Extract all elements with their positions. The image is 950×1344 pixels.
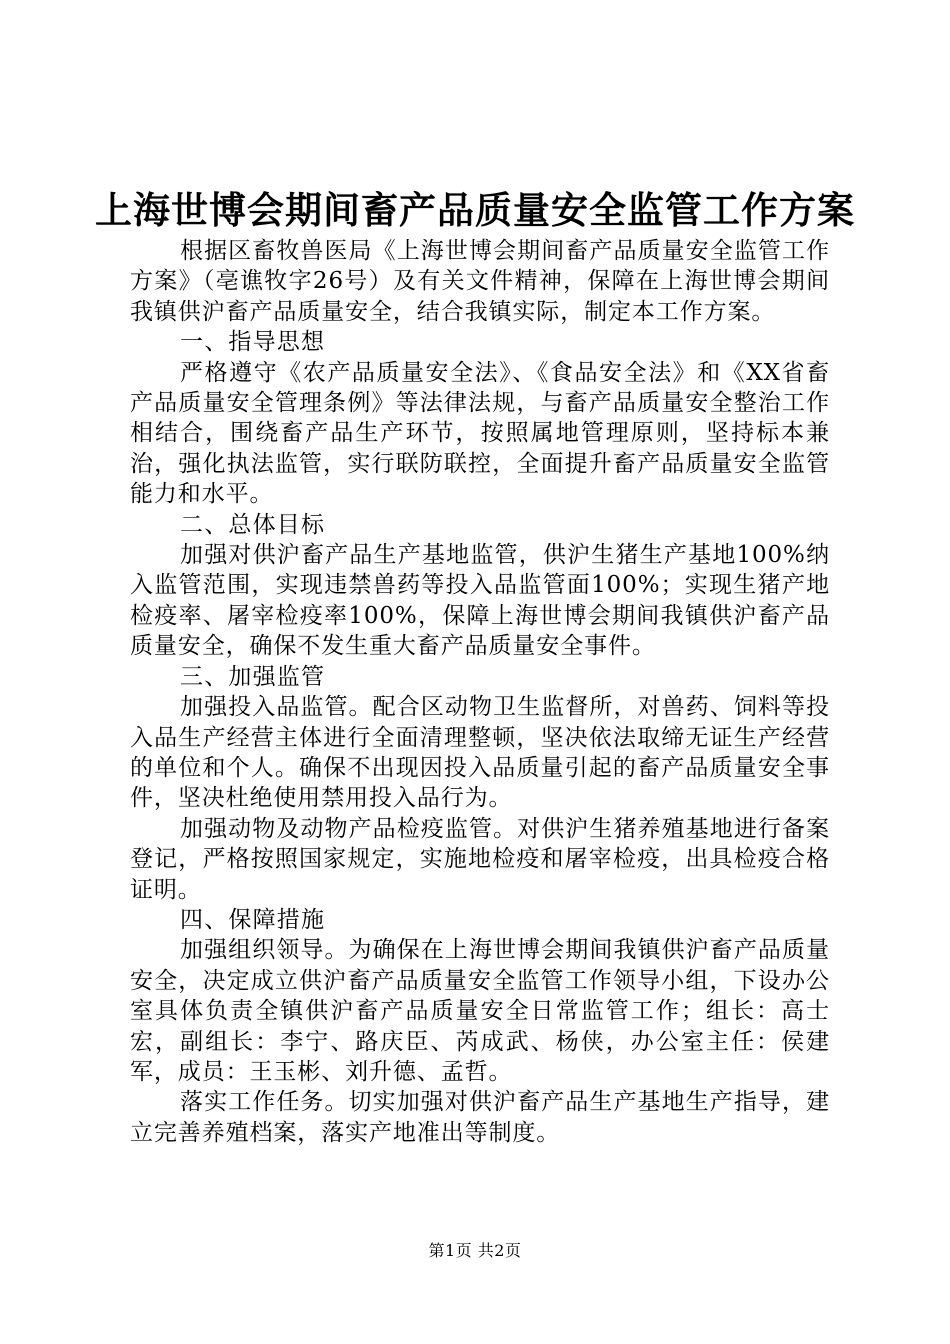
input-supervision-paragraph: 加强投入品监管。配合区动物卫生监督所，对兽药、饲料等投入品生产经营主体进行全面清理整顿，坚决依法取缔无证生产经营的单位和个人。确保不出现因投入品质量引起的畜产品质量安全事件，坚决杜绝使用禁用投入品行为。: [130, 694, 830, 812]
section-heading-guiding-ideology: 一、指导思想: [180, 329, 326, 356]
implement-tasks-paragraph: 落实工作任务。切实加强对供沪畜产品生产基地生产指导，建立完善养殖档案，落实产地准出等制度。: [130, 1089, 830, 1146]
section-heading-strengthen-supervision: 三、加强监管: [180, 663, 326, 690]
quarantine-supervision-paragraph: 加强动物及动物产品检疫监管。对供沪生猪养殖基地进行备案登记，严格按照国家规定，实施地检疫和屠宰检疫，出具检疫合格证明。: [130, 815, 830, 903]
document-title: 上海世博会期间畜产品质量安全监管工作方案: [95, 188, 855, 232]
overall-goals-paragraph: 加强对供沪畜产品生产基地监管，供沪生猪生产基地100%纳入监管范围，实现违禁兽药等投入品监管面100%；实现生猪产地检疫率、屠宰检疫率100%，保障上海世博会期间我镇供沪畜产品质量安全，确保不发生重大畜产品质量安全事件。: [130, 542, 830, 660]
document-body: [130, 236, 830, 1148]
organization-leadership-paragraph: 加强组织领导。为确保在上海世博会期间我镇供沪畜产品质量安全，决定成立供沪畜产品质量安全监管工作领导小组，下设办公室具体负责全镇供沪畜产品质量安全日常监管工作；组长：高士宏，副组长：李宁、路庆臣、芮成武、杨侠，办公室主任：侯建军，成员：王玉彬、刘升德、孟哲。: [130, 937, 830, 1085]
section-heading-safeguard-measures: 四、保障措施: [180, 906, 326, 933]
page-footer: 第1页 共2页: [428, 1241, 522, 1260]
section-heading-overall-goals: 二、总体目标: [180, 511, 326, 538]
guiding-ideology-paragraph: 严格遵守《农产品质量安全法》、《食品安全法》和《XX省畜产品质量安全管理条例》等法律法规，与畜产品质量安全整治工作相结合，围绕畜产品生产环节，按照属地管理原则，坚持标本兼治，强化执法监管，实行联防联控，全面提升畜产品质量安全监管能力和水平。: [130, 359, 830, 508]
intro-paragraph: 根据区畜牧兽医局《上海世博会期间畜产品质量安全监管工作方案》（亳谯牧字26号）及有关文件精神，保障在上海世博会期间我镇供沪畜产品质量安全，结合我镇实际，制定本工作方案。: [130, 238, 830, 325]
